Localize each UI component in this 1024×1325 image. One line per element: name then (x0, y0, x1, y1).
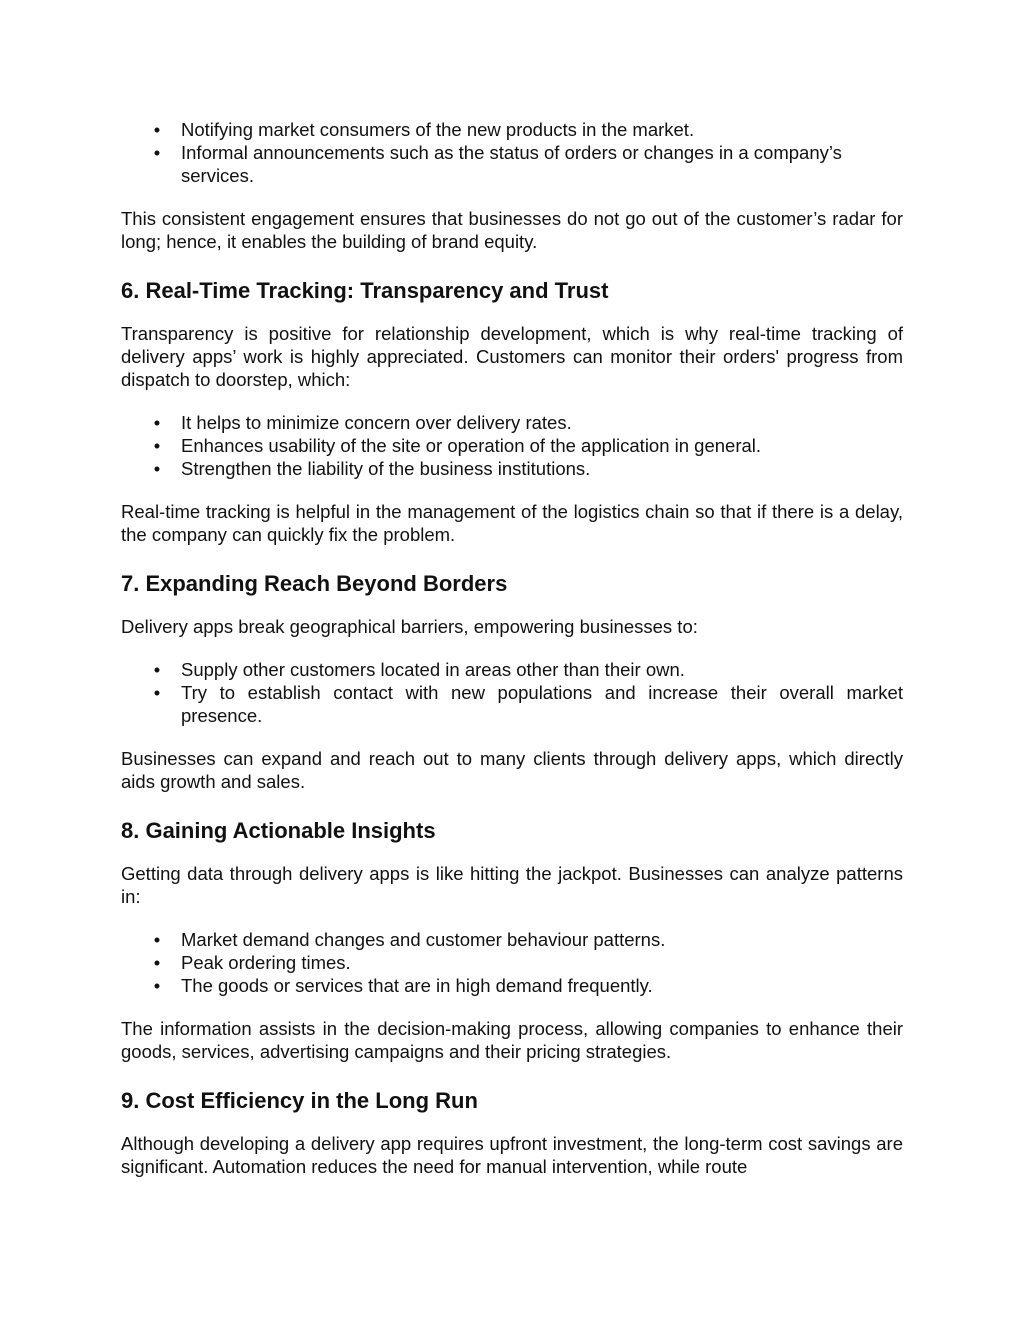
section-6-bullet-list (121, 411, 903, 480)
list-item (121, 411, 903, 434)
section-8-heading: 8. Gaining Actionable Insights (121, 818, 436, 843)
section-7-intro: Delivery apps break geographical barriers, empowering businesses to: (121, 616, 698, 637)
list-item (121, 141, 903, 187)
section-9-intro: Although developing a delivery app requires upfront investment, the long-term cost savings are significant. Automation reduces the need for manual intervention, while route (121, 1133, 903, 1177)
section-9-heading: 9. Cost Efficiency in the Long Run (121, 1088, 478, 1113)
list-item (121, 928, 903, 951)
list-item-text: Peak ordering times. (181, 952, 351, 973)
list-item (121, 658, 903, 681)
bullet-icon: • (153, 142, 161, 163)
bullet-icon: • (153, 682, 161, 703)
list-item-text: The goods or services that are in high demand frequently. (181, 975, 653, 996)
list-item-text: Notifying market consumers of the new products in the market. (181, 119, 695, 140)
list-item-text: Supply other customers located in areas other than their own. (181, 659, 685, 680)
bullet-icon: • (153, 435, 161, 456)
list-item-text: Strengthen the liability of the business institutions. (181, 458, 591, 479)
bullet-icon: • (153, 975, 161, 996)
section-7-closing: Businesses can expand and reach out to many clients through delivery apps, which directly aids growth and sales. (121, 748, 903, 792)
list-item-text: Informal announcements such as the status of orders or changes in a company’s services. (181, 142, 842, 186)
bullet-icon: • (153, 929, 161, 950)
list-item (121, 434, 903, 457)
intro-paragraph: This consistent engagement ensures that businesses do not go out of the customer’s radar for long; hence, it enables the building of brand equity. (121, 208, 903, 252)
list-item (121, 118, 903, 141)
bullet-icon: • (153, 659, 161, 680)
section-6-intro: Transparency is positive for relationship development, which is why real-time tracking of delivery apps’ work is highly appreciated. Customers can monitor their orders' progress from dispatch to doorstep, which: (121, 323, 903, 390)
section-8-closing: The information assists in the decision-making process, allowing companies to enhance their goods, services, advertising campaigns and their pricing strategies. (121, 1018, 903, 1062)
intro-bullet-list (121, 118, 903, 187)
document-page (121, 118, 903, 1178)
section-7-heading: 7. Expanding Reach Beyond Borders (121, 571, 508, 596)
bullet-icon: • (153, 458, 161, 479)
section-8-bullet-list (121, 928, 903, 997)
section-8-intro: Getting data through delivery apps is like hitting the jackpot. Businesses can analyze patterns in: (121, 863, 903, 907)
list-item-text: Try to establish contact with new populations and increase their overall market presence. (181, 682, 903, 726)
bullet-icon: • (153, 952, 161, 973)
bullet-icon: • (153, 412, 161, 433)
list-item (121, 681, 903, 727)
section-7-bullet-list (121, 658, 903, 727)
section-6-heading: 6. Real-Time Tracking: Transparency and Trust (121, 278, 609, 303)
list-item (121, 457, 903, 480)
list-item-text: It helps to minimize concern over delivery rates. (181, 412, 572, 433)
list-item-text: Market demand changes and customer behaviour patterns. (181, 929, 666, 950)
list-item-text: Enhances usability of the site or operation of the application in general. (181, 435, 762, 456)
section-6-closing: Real-time tracking is helpful in the management of the logistics chain so that if there is a delay, the company can quickly fix the problem. (121, 501, 903, 545)
list-item (121, 974, 903, 997)
list-item (121, 951, 903, 974)
bullet-icon: • (153, 119, 161, 140)
